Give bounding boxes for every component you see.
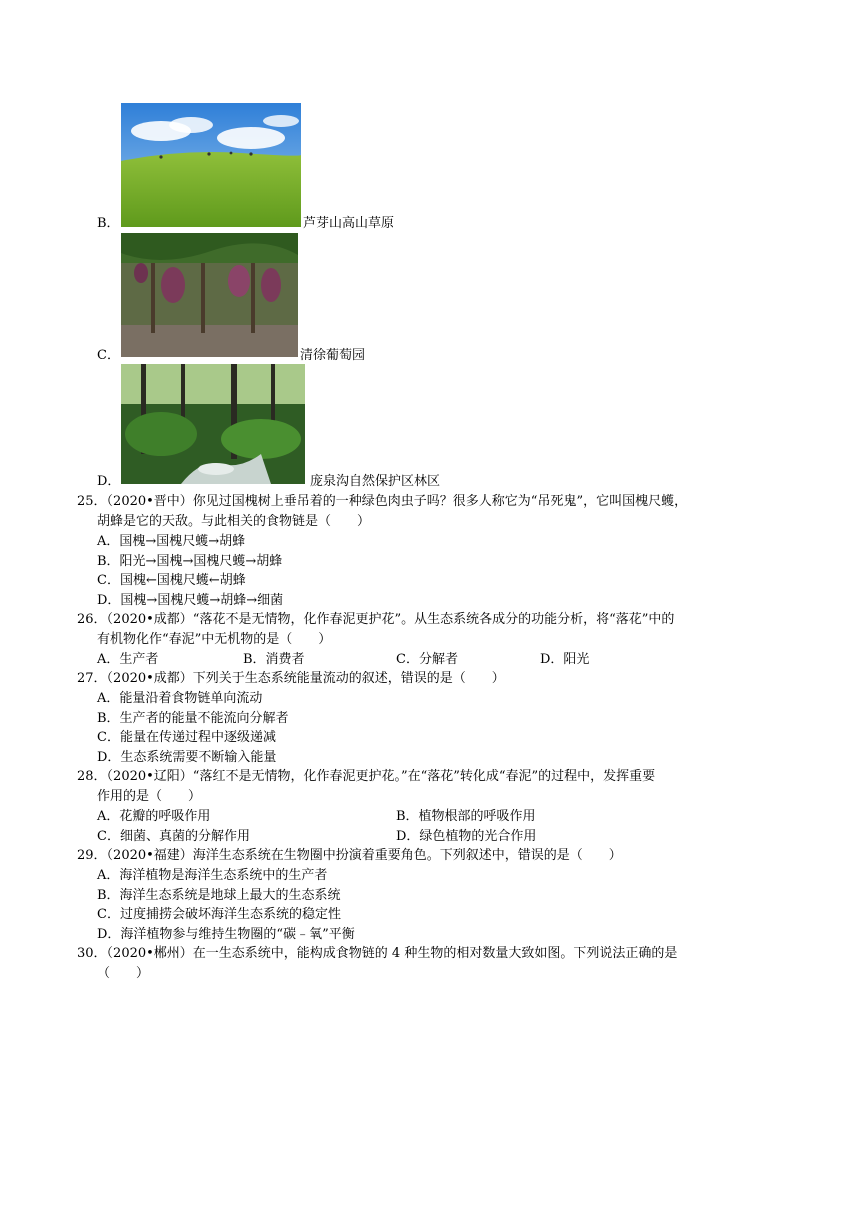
question-stem: 作用的是（ ）: [97, 789, 202, 804]
option-d: D．海洋植物参与维持生物圈的“碳﹣氧”平衡: [97, 927, 355, 942]
option-c: C．过度捕捞会破坏海洋生态系统的稳定性: [97, 907, 341, 922]
option-b-caption: 芦芽山高山草原: [303, 216, 395, 231]
option-d: D．国槐→国槐尺蠖→胡蜂→细菌: [97, 593, 284, 608]
forest-photo: [121, 364, 305, 484]
question-stem: 胡蜂是它的天敌。与此相关的食物链是（ ）: [97, 514, 371, 529]
option-c: C．细菌、真菌的分解作用: [97, 829, 250, 844]
option-a: A．能量沿着食物链单向流动: [97, 691, 263, 706]
option-b: B．生产者的能量不能流向分解者: [97, 711, 289, 726]
grassland-photo: [121, 103, 301, 227]
question-stem: 27．（2020•成都）下列关于生态系统能量流动的叙述，错误的是（ ）: [77, 671, 505, 686]
vineyard-photo: [121, 233, 298, 357]
option-a: A．国槐→国槐尺蠖→胡蜂: [97, 534, 246, 549]
option-d-letter: D．: [97, 474, 121, 489]
option-b-letter: B．: [97, 216, 120, 231]
option-c-letter: C．: [97, 348, 120, 363]
option-c: C．分解者: [396, 652, 458, 667]
option-a: A．生产者: [97, 652, 159, 667]
option-b: B．消费者: [243, 652, 305, 667]
option-c: C．国槐←国槐尺蠖←胡蜂: [97, 573, 246, 588]
question-stem: 28．（2020•辽阳）“落红不是无情物，化作春泥更护花。”在“落花”转化成“春泥”的过程中，发挥重要: [77, 769, 656, 784]
question-stem: 29．（2020•福建）海洋生态系统在生物圈中扮演着重要角色。下列叙述中，错误的是（ ）: [77, 848, 622, 863]
question-stem: 30．（2020•郴州）在一生态系统中，能构成食物链的 4 种生物的相对数量大致如图。下列说法正确的是: [77, 946, 678, 961]
question-stem: 有机物化作“春泥”中无机物的是（ ）: [97, 632, 332, 647]
question-stem: （ ）: [97, 966, 150, 981]
option-d: D．绿色植物的光合作用: [396, 829, 537, 844]
option-b: B．阳光→国槐→国槐尺蠖→胡蜂: [97, 554, 283, 569]
option-a: A．海洋植物是海洋生态系统中的生产者: [97, 868, 328, 883]
question-stem: 26．（2020•成都）“落花不是无情物，化作春泥更护花”。从生态系统各成分的功能分析，将“落花”中的: [77, 612, 675, 627]
option-d-caption: 庞泉沟自然保护区林区: [310, 474, 441, 489]
option-d: D．阳光: [540, 652, 590, 667]
option-a: A．花瓣的呼吸作用: [97, 809, 211, 824]
option-b: B．海洋生态系统是地球上最大的生态系统: [97, 888, 341, 903]
question-stem: 25．（2020•晋中）你见过国槐树上垂吊着的一种绿色肉虫子吗？很多人称它为“吊死鬼”，它叫国槐尺蠖，: [77, 494, 688, 509]
option-d: D．生态系统需要不断输入能量: [97, 750, 277, 765]
option-b: B．植物根部的呼吸作用: [396, 809, 536, 824]
option-c: C．能量在传递过程中逐级递减: [97, 730, 276, 745]
option-c-caption: 清徐葡萄园: [300, 348, 366, 363]
